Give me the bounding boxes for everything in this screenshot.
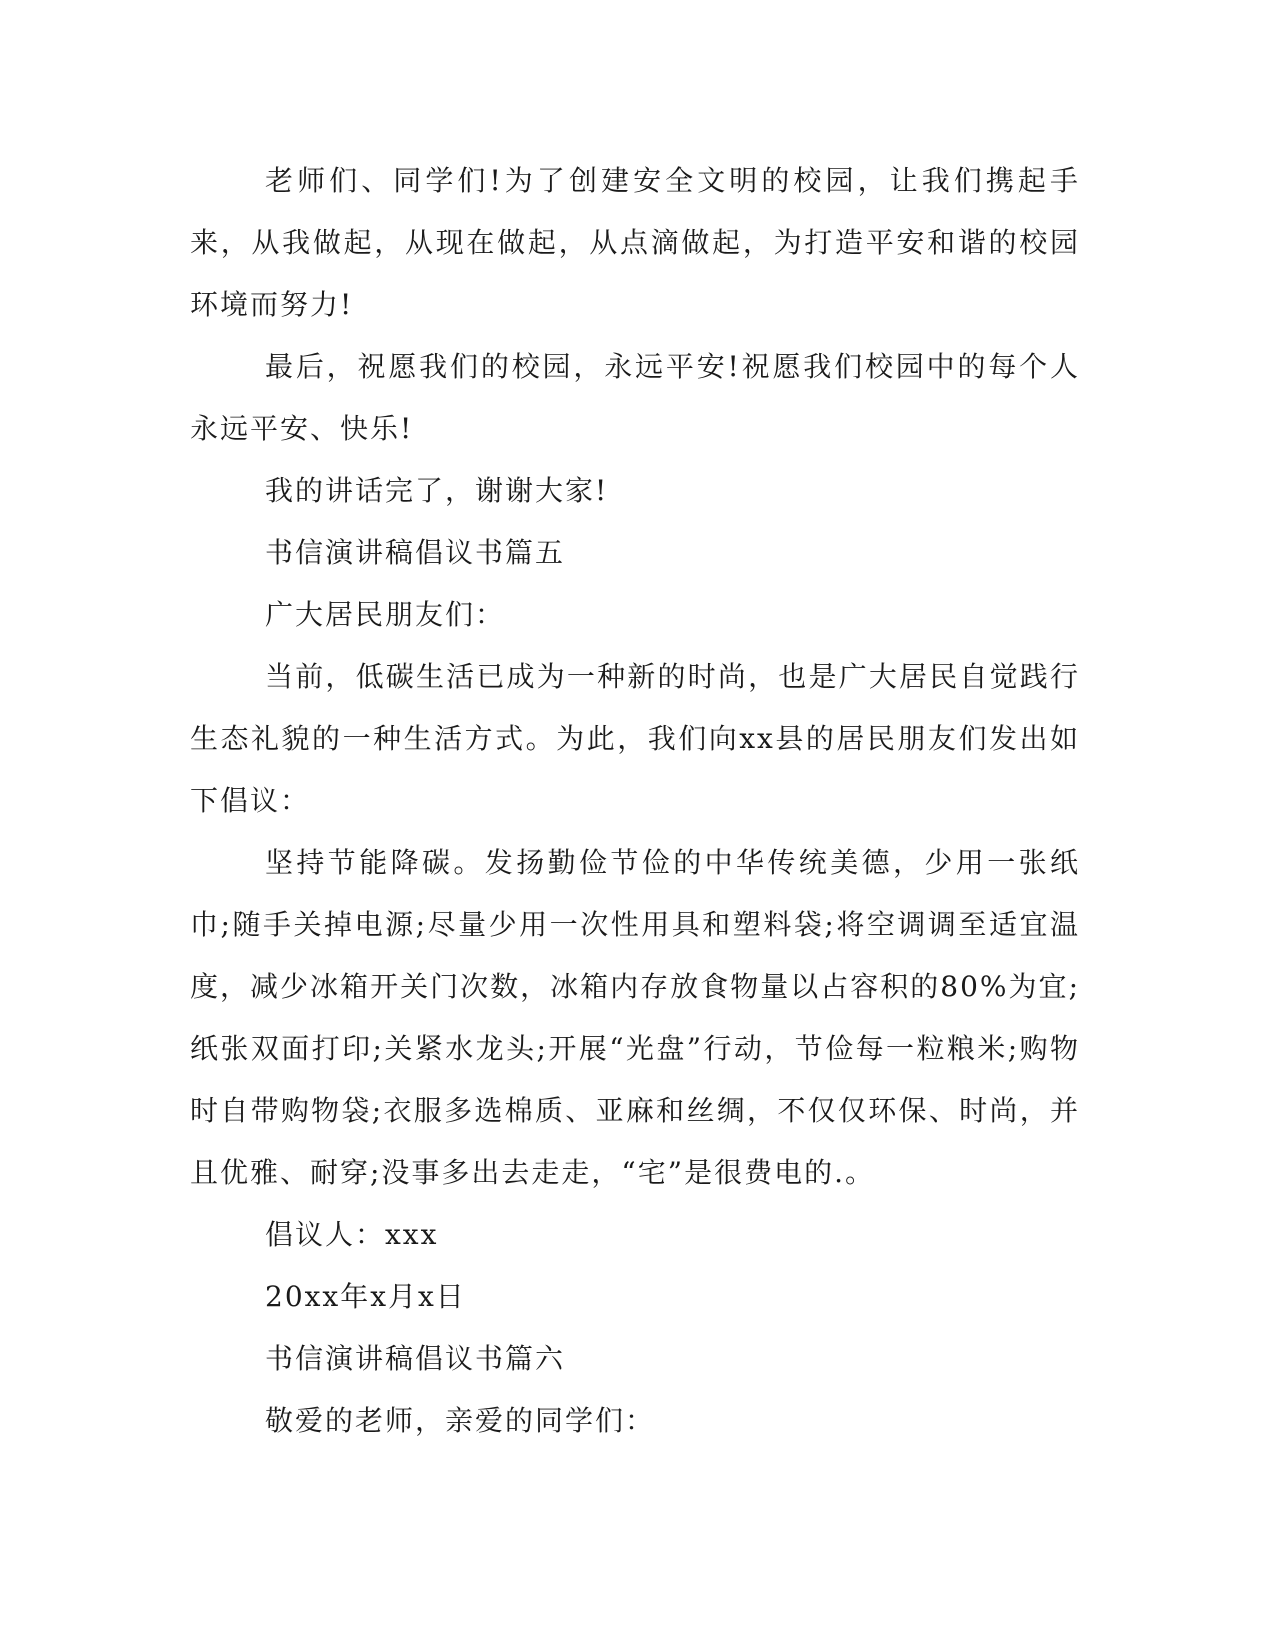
salutation-teachers-students: 敬爱的老师，亲爱的同学们：: [265, 1404, 656, 1437]
section-title-six: 书信演讲稿倡议书篇六: [265, 1342, 566, 1375]
section-title-five: 书信演讲稿倡议书篇五: [265, 536, 566, 569]
paragraph-closing-wish: 最后，祝愿我们的校园，永远平安!祝愿我们校园中的每个人永远平安、快乐!: [190, 350, 1080, 445]
initiator-line: 倡议人：xxx: [265, 1218, 439, 1251]
paragraph-energy-saving: 坚持节能降碳。发扬勤俭节俭的中华传统美德，少用一张纸巾;随手关掉电源;尽量少用一次性用具和塑料袋;将空调调至适宜温度，减少冰箱开关门次数，冰箱内存放食物量以占容积的80%为宜;纸张双面打印;关紧水龙头;开展“光盘”行动，节俭每一粒粮米;购物时自带购物袋;衣服多选棉质、亚麻和丝绸，不仅仅环保、时尚，并且优雅、耐穿;没事多出去走走，“宅”是很费电的.。: [190, 846, 1080, 1189]
salutation-residents: 广大居民朋友们：: [265, 598, 506, 631]
paragraph-thanks: 我的讲话完了，谢谢大家!: [265, 474, 609, 507]
paragraph-call-to-action: 老师们、同学们!为了创建安全文明的校园，让我们携起手来，从我做起，从现在做起，从点滴做起，为打造平安和谐的校园环境而努力!: [190, 164, 1080, 321]
date-line: 20xx年x月x日: [265, 1280, 466, 1313]
paragraph-low-carbon-intro: 当前，低碳生活已成为一种新的时尚，也是广大居民自觉践行生态礼貌的一种生活方式。为此，我们向xx县的居民朋友们发出如下倡议：: [190, 660, 1080, 817]
